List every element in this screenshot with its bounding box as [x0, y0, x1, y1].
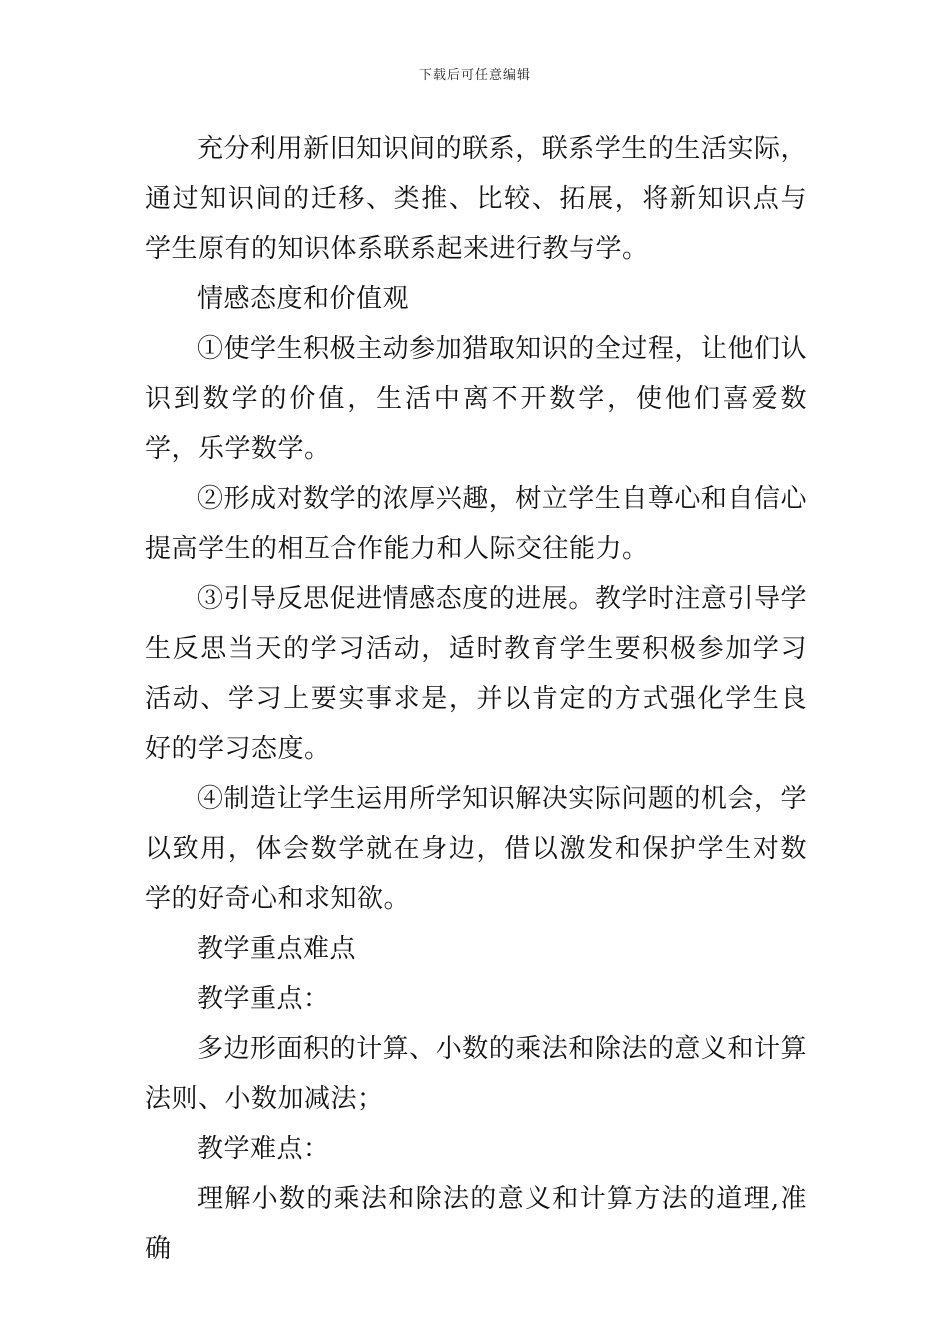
paragraph-item-2: ②形成对数学的浓厚兴趣，树立学生自尊心和自信心提高学生的相互合作能力和人际交往能力。: [145, 484, 807, 564]
heading-difficult-points: 教学难点：: [197, 1134, 330, 1164]
paragraph-item-4: ④制造让学生运用所学知识解决实际问题的机会，学以致用，体会数学就在身边，借以激发和保护学生对数学的好奇心和求知欲。: [145, 784, 807, 914]
paragraph-knowledge-connection: 充分利用新旧知识间的联系，联系学生的生活实际，通过知识间的迁移、类推、比较、拓展，将新知识点与学生原有的知识体系联系起来进行教与学。: [145, 134, 807, 264]
heading-key-difficult-points: 教学重点难点: [197, 934, 357, 964]
paragraph-difficult-points: 理解小数的乘法和除法的意义和计算方法的道理,准确: [145, 1184, 807, 1264]
heading-key-points: 教学重点：: [197, 984, 330, 1014]
paragraph-item-3: ③引导反思促进情感态度的进展。教学时注意引导学生反思当天的学习活动，适时教育学生要积极参加学习活动、学习上要实事求是，并以肯定的方式强化学生良好的学习态度。: [145, 584, 807, 764]
page-header: 下载后可任意编辑: [418, 68, 531, 83]
paragraph-key-points: 多边形面积的计算、小数的乘法和除法的意义和计算法则、小数加减法；: [145, 1034, 807, 1114]
paragraph-item-1: ①使学生积极主动参加猎取知识的全过程，让他们认识到数学的价值，生活中离不开数学，使他们喜爱数学，乐学数学。: [145, 334, 807, 464]
document-body: [145, 124, 807, 1274]
heading-emotion-attitude-values: 情感态度和价值观: [197, 284, 410, 314]
